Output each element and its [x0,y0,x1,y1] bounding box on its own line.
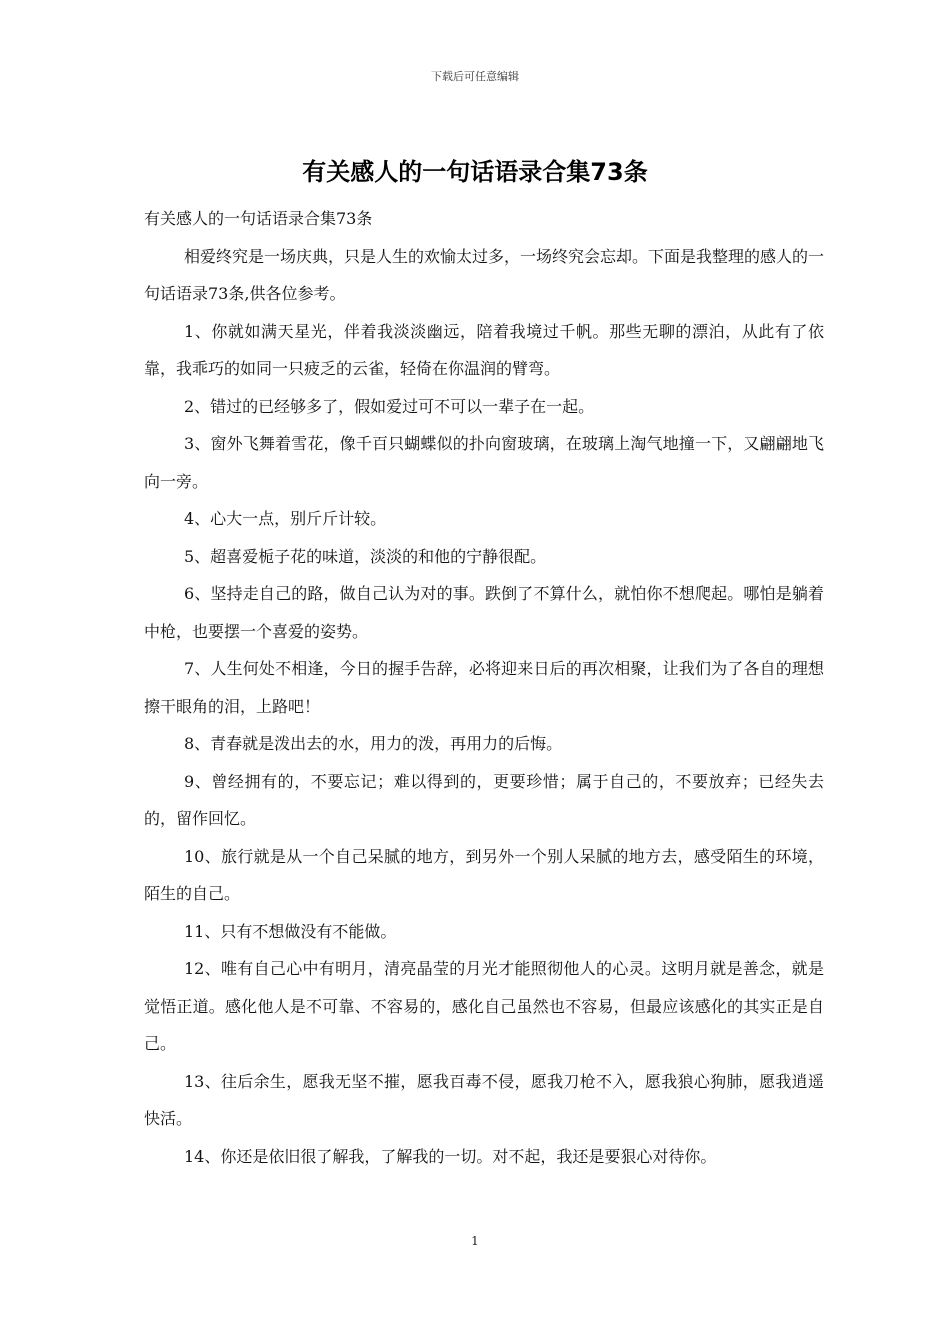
list-item: 7、人生何处不相逢，今日的握手告辞，必将迎来日后的再次相聚，让我们为了各自的理想擦干眼角的泪，上路吧！ [144,659,824,716]
page-number: 1 [471,1234,479,1248]
list-item: 5、超喜爱栀子花的味道，淡淡的和他的宁静很配。 [184,546,547,566]
list-item: 3、窗外飞舞着雪花，像千百只蝴蝶似的扑向窗玻璃，在玻璃上淘气地撞一下，又翩翩地飞向一旁。 [144,434,824,491]
list-item: 12、唯有自己心中有明月，清亮晶莹的月光才能照彻他人的心灵。这明月就是善念，就是觉悟正道。感化他人是不可靠、不容易的，感化自己虽然也不容易，但最应该感化的其实正是自己。 [144,959,824,1053]
list-item: 11、只有不想做没有不能做。 [184,921,397,941]
list-item: 6、坚持走自己的路，做自己认为对的事。跌倒了不算什么，就怕你不想爬起。哪怕是躺着中枪，也要摆一个喜爱的姿势。 [144,584,824,641]
subtitle-line: 有关感人的一句话语录合集73条 [144,209,373,228]
document-title: 有关感人的一句话语录合集73条 [302,158,648,186]
list-item: 9、曾经拥有的，不要忘记；难以得到的，更要珍惜；属于自己的，不要放弃；已经失去的，留作回忆。 [144,771,824,828]
intro-paragraph: 相爱终究是一场庆典，只是人生的欢愉太过多，一场终究会忘却。下面是我整理的感人的一句话语录73条,供各位参考。 [144,246,825,303]
list-item: 13、往后余生，愿我无坚不摧，愿我百毒不侵，愿我刀枪不入，愿我狼心狗肺，愿我逍遥快活。 [144,1071,824,1128]
list-item: 2、错过的已经够多了，假如爱过可不可以一辈子在一起。 [184,396,595,416]
list-item: 4、心大一点，别斤斤计较。 [184,509,387,528]
list-item: 8、青春就是泼出去的水，用力的泼，再用力的后悔。 [184,734,563,753]
list-item: 10、旅行就是从一个自己呆腻的地方，到另外一个别人呆腻的地方去，感受陌生的环境，陌生的自己。 [144,846,824,903]
list-item: 14、你还是依旧很了解我，了解我的一切。对不起，我还是要狠心对待你。 [184,1146,717,1166]
document-body [144,200,824,1175]
header-note: 下载后可任意编辑 [431,70,519,83]
list-item: 1、你就如满天星光，伴着我淡淡幽远，陪着我境过千帆。那些无聊的漂泊，从此有了依靠，我乖巧的如同一只疲乏的云雀，轻倚在你温润的臂弯。 [144,321,824,378]
